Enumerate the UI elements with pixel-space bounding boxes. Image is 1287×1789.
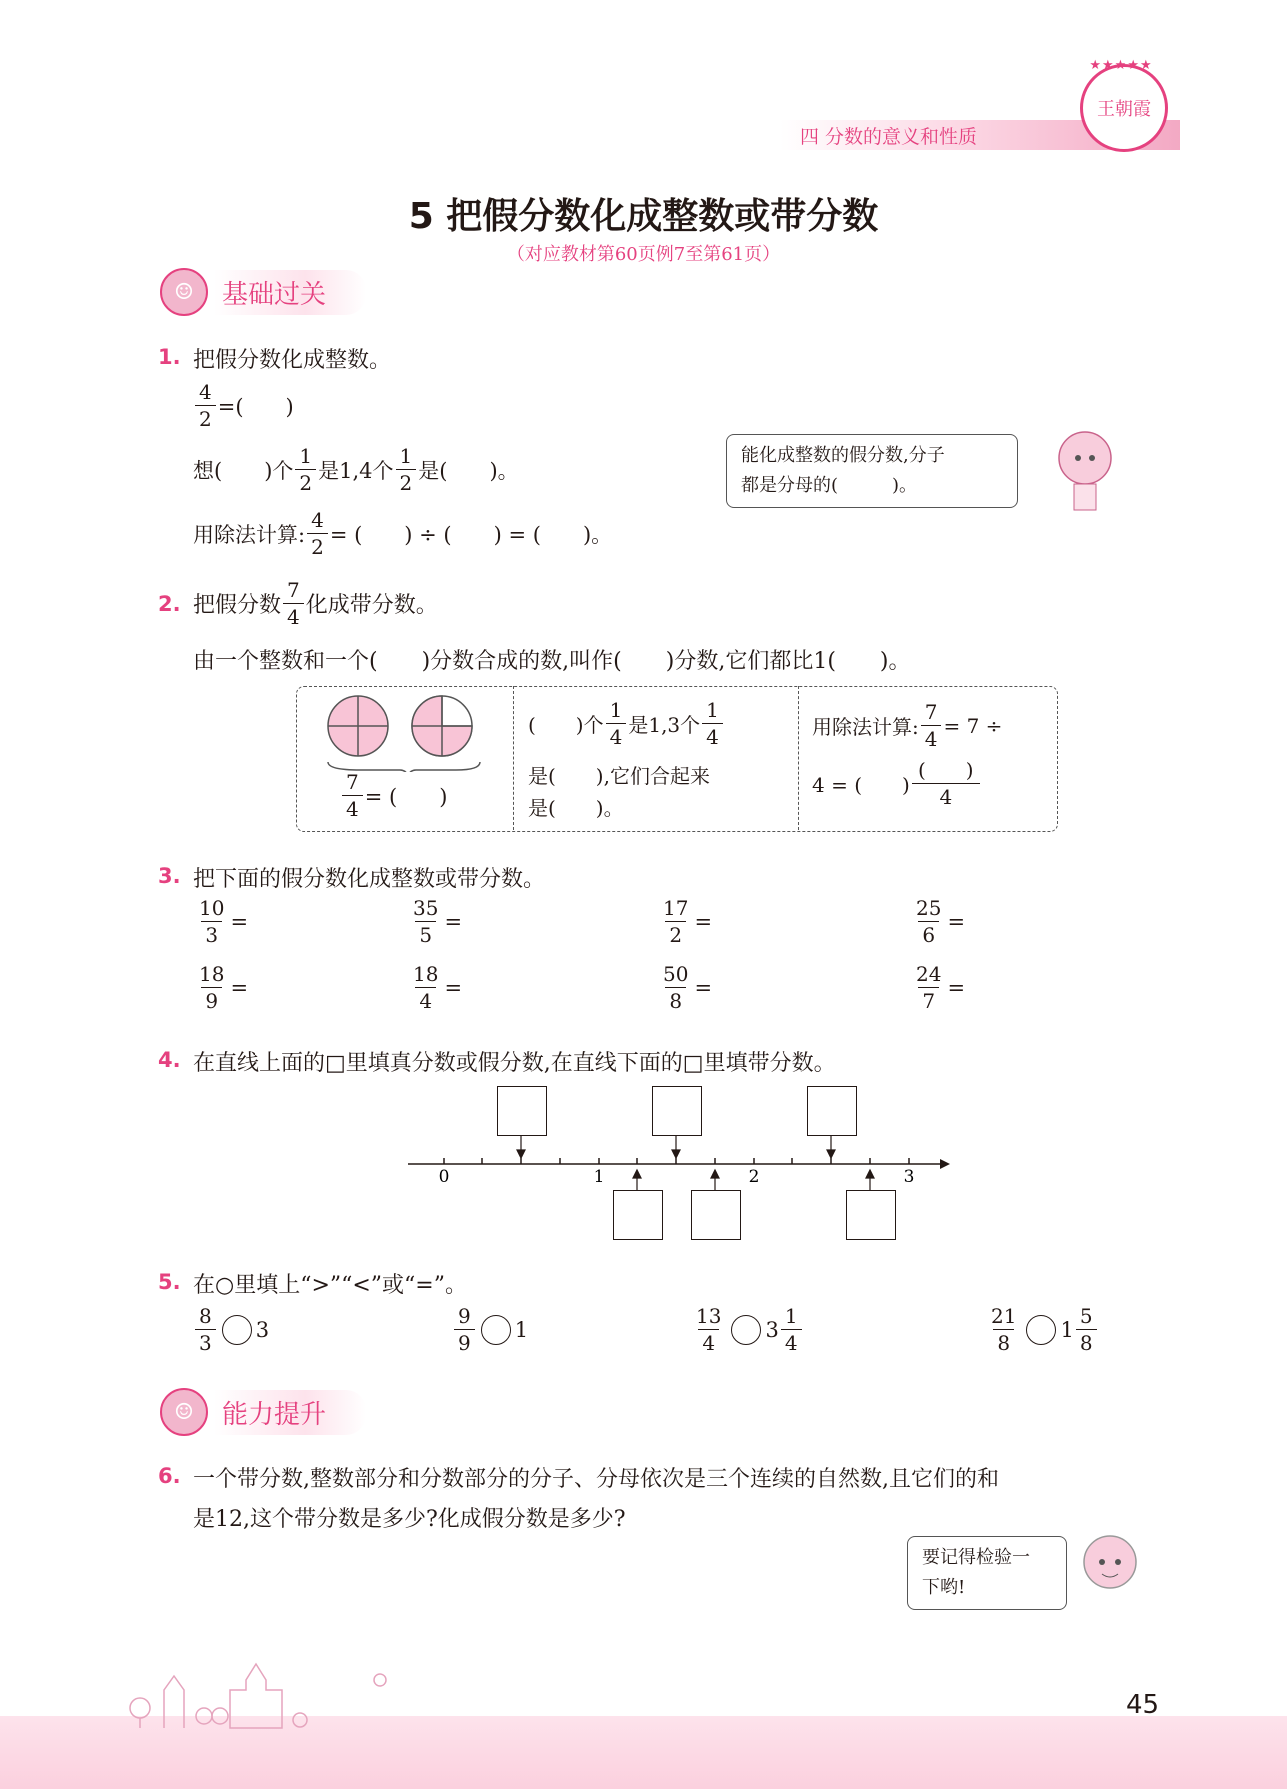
answer-box-bottom-1[interactable]	[613, 1190, 663, 1240]
q6-bubble-line-2: 下哟!	[922, 1577, 966, 1598]
q2-divider-1	[513, 686, 514, 830]
q6-bubble-line-1: 要记得检验一	[922, 1547, 1030, 1568]
rhs-integer: 1	[514, 1317, 529, 1342]
fraction: $\frac{1}{4}$	[781, 1306, 802, 1353]
q3-item	[407, 964, 462, 1011]
q5-item	[193, 1306, 269, 1353]
q3-number: 3.	[158, 864, 181, 888]
rhs-integer: 3	[255, 1317, 270, 1342]
fraction: $\frac{24}{7}$	[916, 962, 942, 1013]
compare-circle-icon[interactable]	[481, 1315, 511, 1345]
q1-text: 把假分数化成整数。	[193, 348, 392, 373]
fraction: $\frac{50}{8}$	[663, 962, 689, 1013]
q2-cell2-line1	[528, 700, 725, 747]
section-basic-label: 基础过关	[214, 270, 366, 315]
fraction: $\frac{1}{2}$	[396, 446, 417, 493]
boy-avatar-icon: ☺	[160, 1388, 208, 1436]
fraction: $\frac{1}{2}$	[295, 446, 316, 493]
q5-text: 在○里填上“>”“<”或“=”。	[193, 1273, 467, 1298]
fraction: $\frac{18}{4}$	[413, 962, 439, 1013]
fraction: $\frac{13}{4}$	[696, 1304, 722, 1355]
q5-number: 5.	[158, 1270, 181, 1294]
q4-number: 4.	[158, 1048, 181, 1072]
compare-circle-icon[interactable]	[731, 1315, 761, 1345]
equals-sign: =	[947, 975, 966, 1000]
compare-circle-icon[interactable]	[222, 1315, 252, 1345]
q5-item	[690, 1306, 804, 1353]
circle-full	[328, 696, 388, 756]
fraction: $\frac{( )}{4}$	[912, 760, 980, 807]
answer-box-bottom-2[interactable]	[691, 1190, 741, 1240]
logo-text: 王朝霞	[1097, 99, 1151, 120]
girl-avatar-icon: ☺	[160, 268, 208, 316]
q6-hint-bubble	[907, 1536, 1067, 1610]
q2-cell3-line1	[812, 702, 1002, 749]
q3-item	[193, 964, 248, 1011]
logo-seal	[1080, 64, 1168, 152]
circle-three-quarters	[412, 696, 472, 756]
q2-text-a: 把假分数	[193, 593, 282, 618]
equals-sign: =	[694, 909, 713, 934]
q2-divider-2	[798, 686, 799, 830]
q2-circles-diagram	[320, 692, 490, 772]
equals-sign: =	[694, 975, 713, 1000]
section-advanced	[160, 1392, 366, 1432]
q2-cell3-c: 4 = ( )	[812, 773, 910, 797]
rhs-integer: 3	[765, 1317, 779, 1342]
q2-cell2-a: ( )个	[528, 713, 604, 737]
q1-number: 1.	[158, 345, 181, 369]
fraction: $\frac{18}{9}$	[199, 962, 225, 1013]
equals-sign: =	[444, 975, 463, 1000]
tick-label-2: 2	[748, 1167, 760, 1187]
fraction: $\frac{21}{8}$	[991, 1304, 1017, 1355]
answer-box-top-2[interactable]	[652, 1086, 702, 1136]
q3-item	[193, 898, 248, 945]
fraction: $\frac{17}{2}$	[663, 896, 689, 947]
q2-cell2-line2: 是( ),它们合起来	[528, 764, 710, 788]
section-advanced-label: 能力提升	[214, 1390, 366, 1435]
q1-think-a: 想( )个	[193, 458, 294, 483]
q2-number: 2.	[158, 592, 181, 616]
fraction: $\frac{7}{4}$	[921, 702, 942, 749]
castle-decoration-icon	[120, 1650, 420, 1730]
q3-item	[910, 964, 965, 1011]
fraction: $\frac{1}{4}$	[702, 700, 723, 747]
q1-think-c: 是( )。	[418, 458, 519, 483]
q3-item	[657, 898, 712, 945]
answer-box-bottom-3[interactable]	[846, 1190, 896, 1240]
equals-sign: =	[947, 909, 966, 934]
q2-cell2-b: 是1,3个	[628, 713, 701, 737]
fraction: $\frac{10}{3}$	[199, 896, 225, 947]
q6-number: 6.	[158, 1464, 181, 1488]
q1-division-line	[193, 510, 612, 557]
answer-box-top-1[interactable]	[497, 1086, 547, 1136]
q1-hint-bubble	[726, 434, 1018, 508]
q2-line: 由一个整数和一个( )分数合成的数,叫作( )分数,它们都比1( )。	[193, 649, 911, 674]
fraction: $\frac{7}{4}$	[342, 772, 363, 819]
answer-box-top-3[interactable]	[807, 1086, 857, 1136]
fraction: $\frac{5}{8}$	[1076, 1306, 1097, 1353]
fraction: $\frac{35}{5}$	[413, 896, 439, 947]
compare-circle-icon[interactable]	[1026, 1315, 1056, 1345]
tick-label-1: 1	[593, 1167, 605, 1187]
q2-cell2-line3: 是( )。	[528, 796, 624, 820]
q6-line1: 一个带分数,整数部分和分数部分的分子、分母依次是三个连续的自然数,且它们的和	[193, 1467, 999, 1492]
q1-equation	[193, 382, 294, 429]
page-subtitle: （对应教材第60页例7至第61页）	[506, 244, 781, 265]
fraction: $\frac{25}{6}$	[916, 896, 942, 947]
q1-bubble-line-2: 都是分母的( )。	[741, 475, 918, 496]
q2-cell1-eq	[340, 772, 447, 819]
q3-item	[910, 898, 965, 945]
page-title: 5 把假分数化成整数或带分数	[408, 196, 879, 237]
fraction: $\frac{7}{4}$	[283, 580, 304, 627]
q2-cell3-line2	[812, 760, 982, 807]
page-number: 45	[1126, 1690, 1160, 1720]
q2-text-b: 化成带分数。	[305, 593, 438, 618]
q1-think-line	[193, 446, 519, 493]
q1-eq-tail: =( )	[217, 394, 294, 419]
tick-label-3: 3	[903, 1167, 915, 1187]
equals-sign: =	[444, 909, 463, 934]
fraction: $\frac{4}{2}$	[195, 382, 216, 429]
q5-item	[985, 1306, 1099, 1353]
equals-sign: =	[230, 909, 249, 934]
q3-item	[407, 898, 462, 945]
section-basic	[160, 272, 366, 312]
q1-div-b: = ( ) ÷ ( ) = ( )。	[329, 522, 613, 547]
fraction: $\frac{4}{2}$	[307, 510, 328, 557]
arrowhead-icon	[940, 1159, 950, 1169]
q2-cell1-tail: = ( )	[364, 784, 448, 809]
q6-line2: 是12,这个带分数是多少?化成假分数是多少?	[193, 1507, 626, 1532]
fraction: $\frac{9}{9}$	[454, 1306, 475, 1353]
q3-item	[657, 964, 712, 1011]
q1-div-a: 用除法计算:	[193, 522, 306, 547]
chapter-label: 四 分数的意义和性质	[800, 126, 978, 148]
q4-text: 在直线上面的□里填真分数或假分数,在直线下面的□里填带分数。	[193, 1051, 836, 1076]
equals-sign: =	[230, 975, 249, 1000]
q2-title	[193, 580, 438, 627]
girl-character-icon	[1050, 428, 1120, 518]
q2-cell3-b: = 7 ÷	[943, 713, 1003, 738]
logo-stars-icon: ★★★★★	[1089, 58, 1153, 73]
q3-text: 把下面的假分数化成整数或带分数。	[193, 867, 546, 892]
fraction: $\frac{1}{4}$	[606, 700, 627, 747]
q2-cell3-a: 用除法计算:	[812, 715, 919, 739]
kid-character-icon	[1078, 1532, 1142, 1602]
q5-item	[452, 1306, 528, 1353]
tick-label-0: 0	[438, 1167, 450, 1187]
q1-think-b: 是1,4个	[318, 458, 394, 483]
fraction: $\frac{8}{3}$	[195, 1306, 216, 1353]
q1-bubble-line-1: 能化成整数的假分数,分子	[741, 445, 945, 466]
rhs-integer: 1	[1060, 1317, 1074, 1342]
